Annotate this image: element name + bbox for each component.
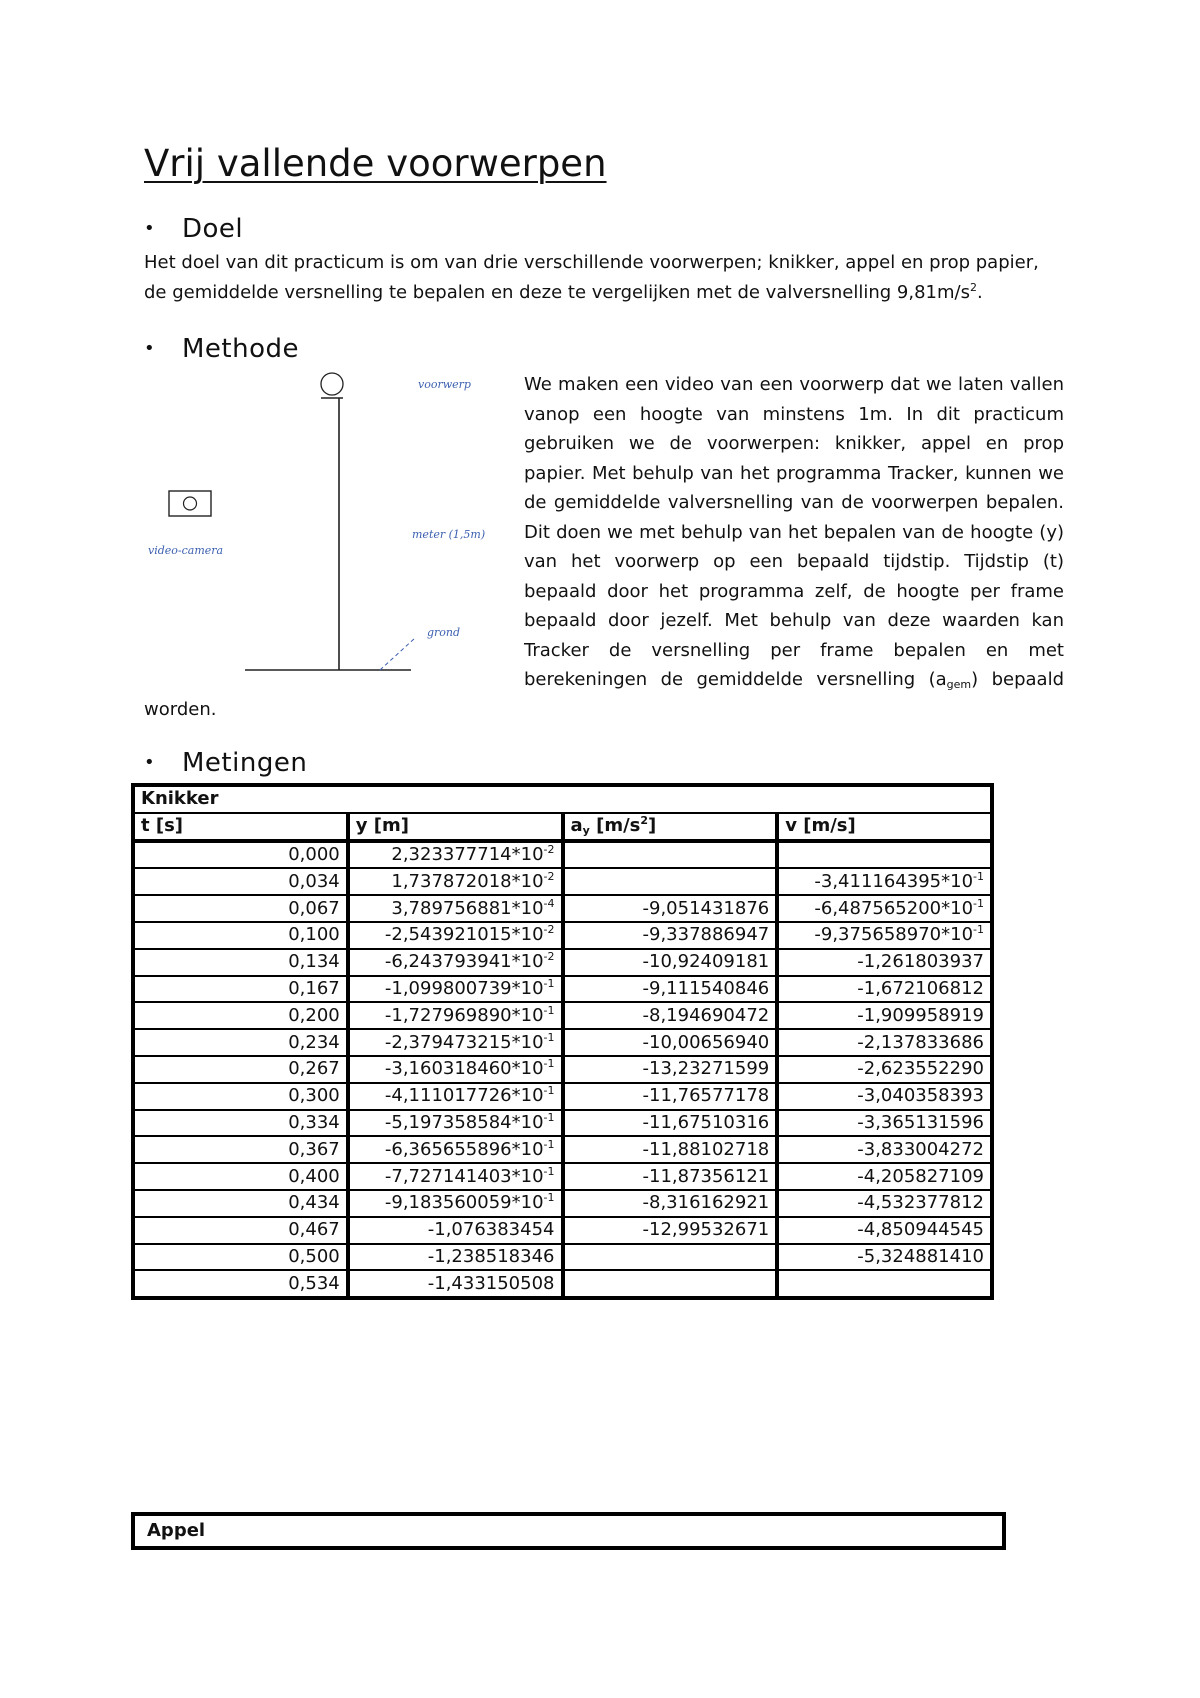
cell-v: -1,261803937 [777,949,992,976]
table-row [133,868,992,895]
section-heading-methode-label: Methode [182,334,300,364]
cell-a [563,1270,778,1298]
cell-v: $-6,487565200*10^{-1}$ [777,895,992,922]
cell-y: -1,433150508 [348,1270,563,1298]
setup-diagram [140,370,520,680]
cell-v: -1,672106812 [777,976,992,1003]
cell-v: $-9,375658970*10^{-1}$ [777,922,992,949]
table-caption-appel: Appel [131,1512,1006,1550]
cell-y: $2,323377714*10^{-2}$ [348,841,563,869]
bullet-icon: • [144,338,156,359]
table-row [133,1270,992,1298]
doel-text-end: . [976,281,983,303]
cell-t: 0,134 [133,949,348,976]
cell-y: $-7,727141403*10^{-1}$ [348,1163,563,1190]
table-row [133,949,992,976]
cell-a: -8,316162921 [563,1190,778,1217]
methode-subscript: gem [946,678,972,691]
section-heading-metingen-label: Metingen [182,748,308,778]
cell-y: $-2,379473215*10^{-1}$ [348,1029,563,1056]
cell-t: 0,167 [133,976,348,1003]
cell-y: $-3,160318460*10^{-1}$ [348,1056,563,1083]
cell-t: 0,467 [133,1217,348,1244]
cell-a: -8,194690472 [563,1002,778,1029]
cell-a [563,841,778,869]
cell-y: $-6,365655896*10^{-1}$ [348,1136,563,1163]
cell-v: -3,040358393 [777,1083,992,1110]
cell-t: 0,200 [133,1002,348,1029]
cell-y: $-4,111017726*10^{-1}$ [348,1083,563,1110]
table-row [133,922,992,949]
cell-v: $-3,411164395*10^{-1}$ [777,868,992,895]
cell-y: $-6,243793941*10^{-2}$ [348,949,563,976]
doel-superscript: 2 [969,280,977,294]
cell-y: $3,789756881*10^{-4}$ [348,895,563,922]
table-row [133,1163,992,1190]
doel-paragraph [144,248,1064,307]
table-row [133,895,992,922]
cell-a: -10,92409181 [563,949,778,976]
falling-object-icon [321,373,343,395]
cell-t: 0,267 [133,1056,348,1083]
cell-t: 0,000 [133,841,348,869]
cell-t: 0,300 [133,1083,348,1110]
table-row [133,1190,992,1217]
cell-t: 0,100 [133,922,348,949]
cell-v: -5,324881410 [777,1244,992,1271]
cell-a: -11,76577178 [563,1083,778,1110]
column-header-t: t [s] [133,813,348,841]
cell-t: 0,500 [133,1244,348,1271]
table-row [133,1110,992,1137]
cell-y: $-9,183560059*10^{-1}$ [348,1190,563,1217]
cell-t: 0,400 [133,1163,348,1190]
video-camera-icon [169,491,211,516]
table-row [133,841,992,869]
cell-v [777,1270,992,1298]
cell-t: 0,334 [133,1110,348,1137]
cell-a: -11,88102718 [563,1136,778,1163]
table-row [133,1056,992,1083]
cell-a: -13,23271599 [563,1056,778,1083]
methode-text-end: ) bepaald [971,669,1064,690]
cell-y: $-1,099800739*10^{-1}$ [348,976,563,1003]
cell-y: $-1,727969890*10^{-1}$ [348,1002,563,1029]
diagram-label-ground: grond [427,626,461,639]
page-title: Vrij vallende voorwerpen [144,142,607,185]
column-header-y: y [m] [348,813,563,841]
bullet-icon: • [144,218,156,239]
diagram-label-object: voorwerp [418,378,471,391]
cell-v: -4,532377812 [777,1190,992,1217]
cell-a: -10,00656940 [563,1029,778,1056]
cell-a [563,868,778,895]
table-caption-knikker: Knikker [133,785,992,813]
methode-paragraph-last: worden. [144,699,217,720]
cell-t: 0,034 [133,868,348,895]
table-row [133,1029,992,1056]
table-row [133,1217,992,1244]
diagram-label-camera: video-camera [148,544,224,557]
cell-a: -11,87356121 [563,1163,778,1190]
table-row [133,976,992,1003]
cell-y: -1,076383454 [348,1217,563,1244]
cell-a: -9,111540846 [563,976,778,1003]
cell-v: -4,850944545 [777,1217,992,1244]
cell-a: -9,337886947 [563,922,778,949]
doel-text: Het doel van dit practicum is om van drie verschillende voorwerpen; knikker, appel en prop papier, de gemiddelde versnelling te bepalen en deze te vergelijken met de valversnelling 9,81m/s [144,252,1039,303]
bullet-icon: • [144,752,156,773]
cell-v: -3,833004272 [777,1136,992,1163]
cell-v: -2,137833686 [777,1029,992,1056]
cell-v: -3,365131596 [777,1110,992,1137]
cell-v: -2,623552290 [777,1056,992,1083]
cell-t: 0,367 [133,1136,348,1163]
measurement-table-knikker [131,783,994,1300]
cell-a: -11,67510316 [563,1110,778,1137]
cell-a: -9,051431876 [563,895,778,922]
cell-v: -4,205827109 [777,1163,992,1190]
cell-y: $-2,543921015*10^{-2}$ [348,922,563,949]
cell-a [563,1244,778,1271]
cell-v: -1,909958919 [777,1002,992,1029]
table-row [133,1244,992,1271]
section-heading-metingen [144,748,307,778]
cell-t: 0,234 [133,1029,348,1056]
table-row [133,1083,992,1110]
section-heading-doel [144,214,243,244]
methode-paragraph [524,370,1064,695]
cell-y: $1,737872018*10^{-2}$ [348,868,563,895]
cell-t: 0,434 [133,1190,348,1217]
cell-y: $-5,197358584*10^{-1}$ [348,1110,563,1137]
table-row [133,1002,992,1029]
cell-t: 0,534 [133,1270,348,1298]
column-header-a: $a_y$ $[m/s^2]$ [563,813,778,841]
section-heading-methode [144,334,299,364]
methode-text: We maken een video van een voorwerp dat we laten vallen vanop een hoogte van minstens 1m. In dit practicum gebruiken we de voorwerpen: knikker, appel en prop papier. Met behulp van het programma Tracker, kunnen we de gemiddelde valversnelling van de voorwerpen bepalen. Dit doen we met behulp van het bepalen van de hoogte (y) van het voorwerp op een bepaald tijdstip. Tijdstip (t) bepaald door het programma zelf, de hoogte per frame bepaald door jezelf. Met behulp van deze waarden kan Tracker de versnelling per frame bepalen en met berekeningen de gemiddelde versnelling (a [524,374,1064,690]
cell-v [777,841,992,869]
section-heading-doel-label: Doel [182,214,244,244]
table-row [133,1136,992,1163]
cell-a: -12,99532671 [563,1217,778,1244]
column-header-v: v [m/s] [777,813,992,841]
cell-y: -1,238518346 [348,1244,563,1271]
diagram-label-meter: meter (1,5m) [412,528,486,541]
cell-t: 0,067 [133,895,348,922]
